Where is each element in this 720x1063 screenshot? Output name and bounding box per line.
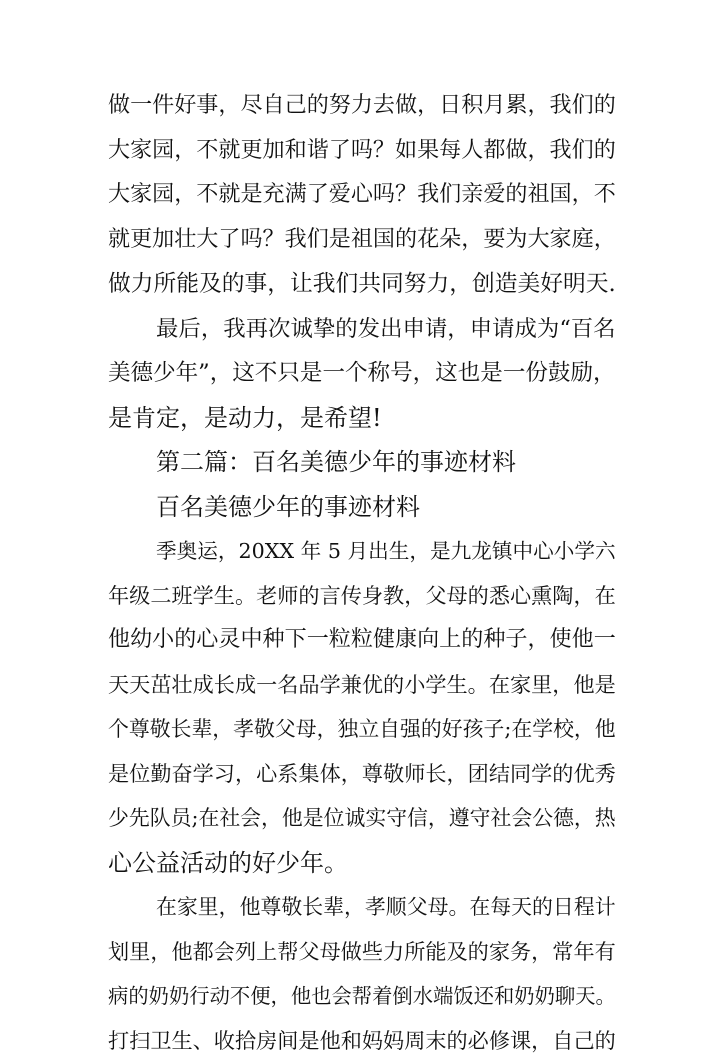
text-line: 是肯定，是动力，是希望! <box>108 396 616 441</box>
paragraph-start-line: 季奥运，20XX 年 5 月出生，是九龙镇中心小学六 <box>108 529 616 574</box>
text-line: 美德少年”，这不只是一个称号，这也是一份鼓励， <box>108 351 616 396</box>
text-line: 大家园，不就是充满了爱心吗？我们亲爱的祖国，不 <box>108 173 616 218</box>
text-line: 打扫卫生、收拾房间是他和妈妈周末的必修课，自己的 <box>108 1019 616 1063</box>
body-text <box>108 84 616 1063</box>
text-line: 年级二班学生。老师的言传身教，父母的悉心熏陶，在 <box>108 574 616 619</box>
text-line: 天天茁壮成长成一名品学兼优的小学生。在家里，他是 <box>108 663 616 708</box>
text-line: 是位勤奋学习，心系集体，尊敬师长，团结同学的优秀 <box>108 752 616 797</box>
text-line: 大家园，不就更加和谐了吗？如果每人都做，我们的 <box>108 129 616 174</box>
text-line: 做力所能及的事，让我们共同努力，创造美好明天. <box>108 262 616 307</box>
text-line: 心公益活动的好少年。 <box>108 841 616 886</box>
paragraph-start-line: 最后，我再次诚挚的发出申请，申请成为“百名 <box>108 307 616 352</box>
text-line: 个尊敬长辈，孝敬父母，独立自强的好孩子;在学校，他 <box>108 707 616 752</box>
text-line: 做一件好事，尽自己的努力去做，日积月累，我们的 <box>108 84 616 129</box>
section-heading: 第二篇：百名美德少年的事迹材料 <box>108 440 616 485</box>
section-title: 百名美德少年的事迹材料 <box>108 485 616 530</box>
text-line: 病的奶奶行动不便，他也会帮着倒水端饭还和奶奶聊天。 <box>108 974 616 1019</box>
text-line: 就更加壮大了吗？我们是祖国的花朵，要为大家庭， <box>108 218 616 263</box>
text-line: 他幼小的心灵中种下一粒粒健康向上的种子，使他一 <box>108 618 616 663</box>
text-line: 划里，他都会列上帮父母做些力所能及的家务，常年有 <box>108 930 616 975</box>
text-line: 少先队员;在社会，他是位诚实守信，遵守社会公德，热 <box>108 796 616 841</box>
paragraph-start-line: 在家里，他尊敬长辈，孝顺父母。在每天的日程计 <box>108 885 616 930</box>
